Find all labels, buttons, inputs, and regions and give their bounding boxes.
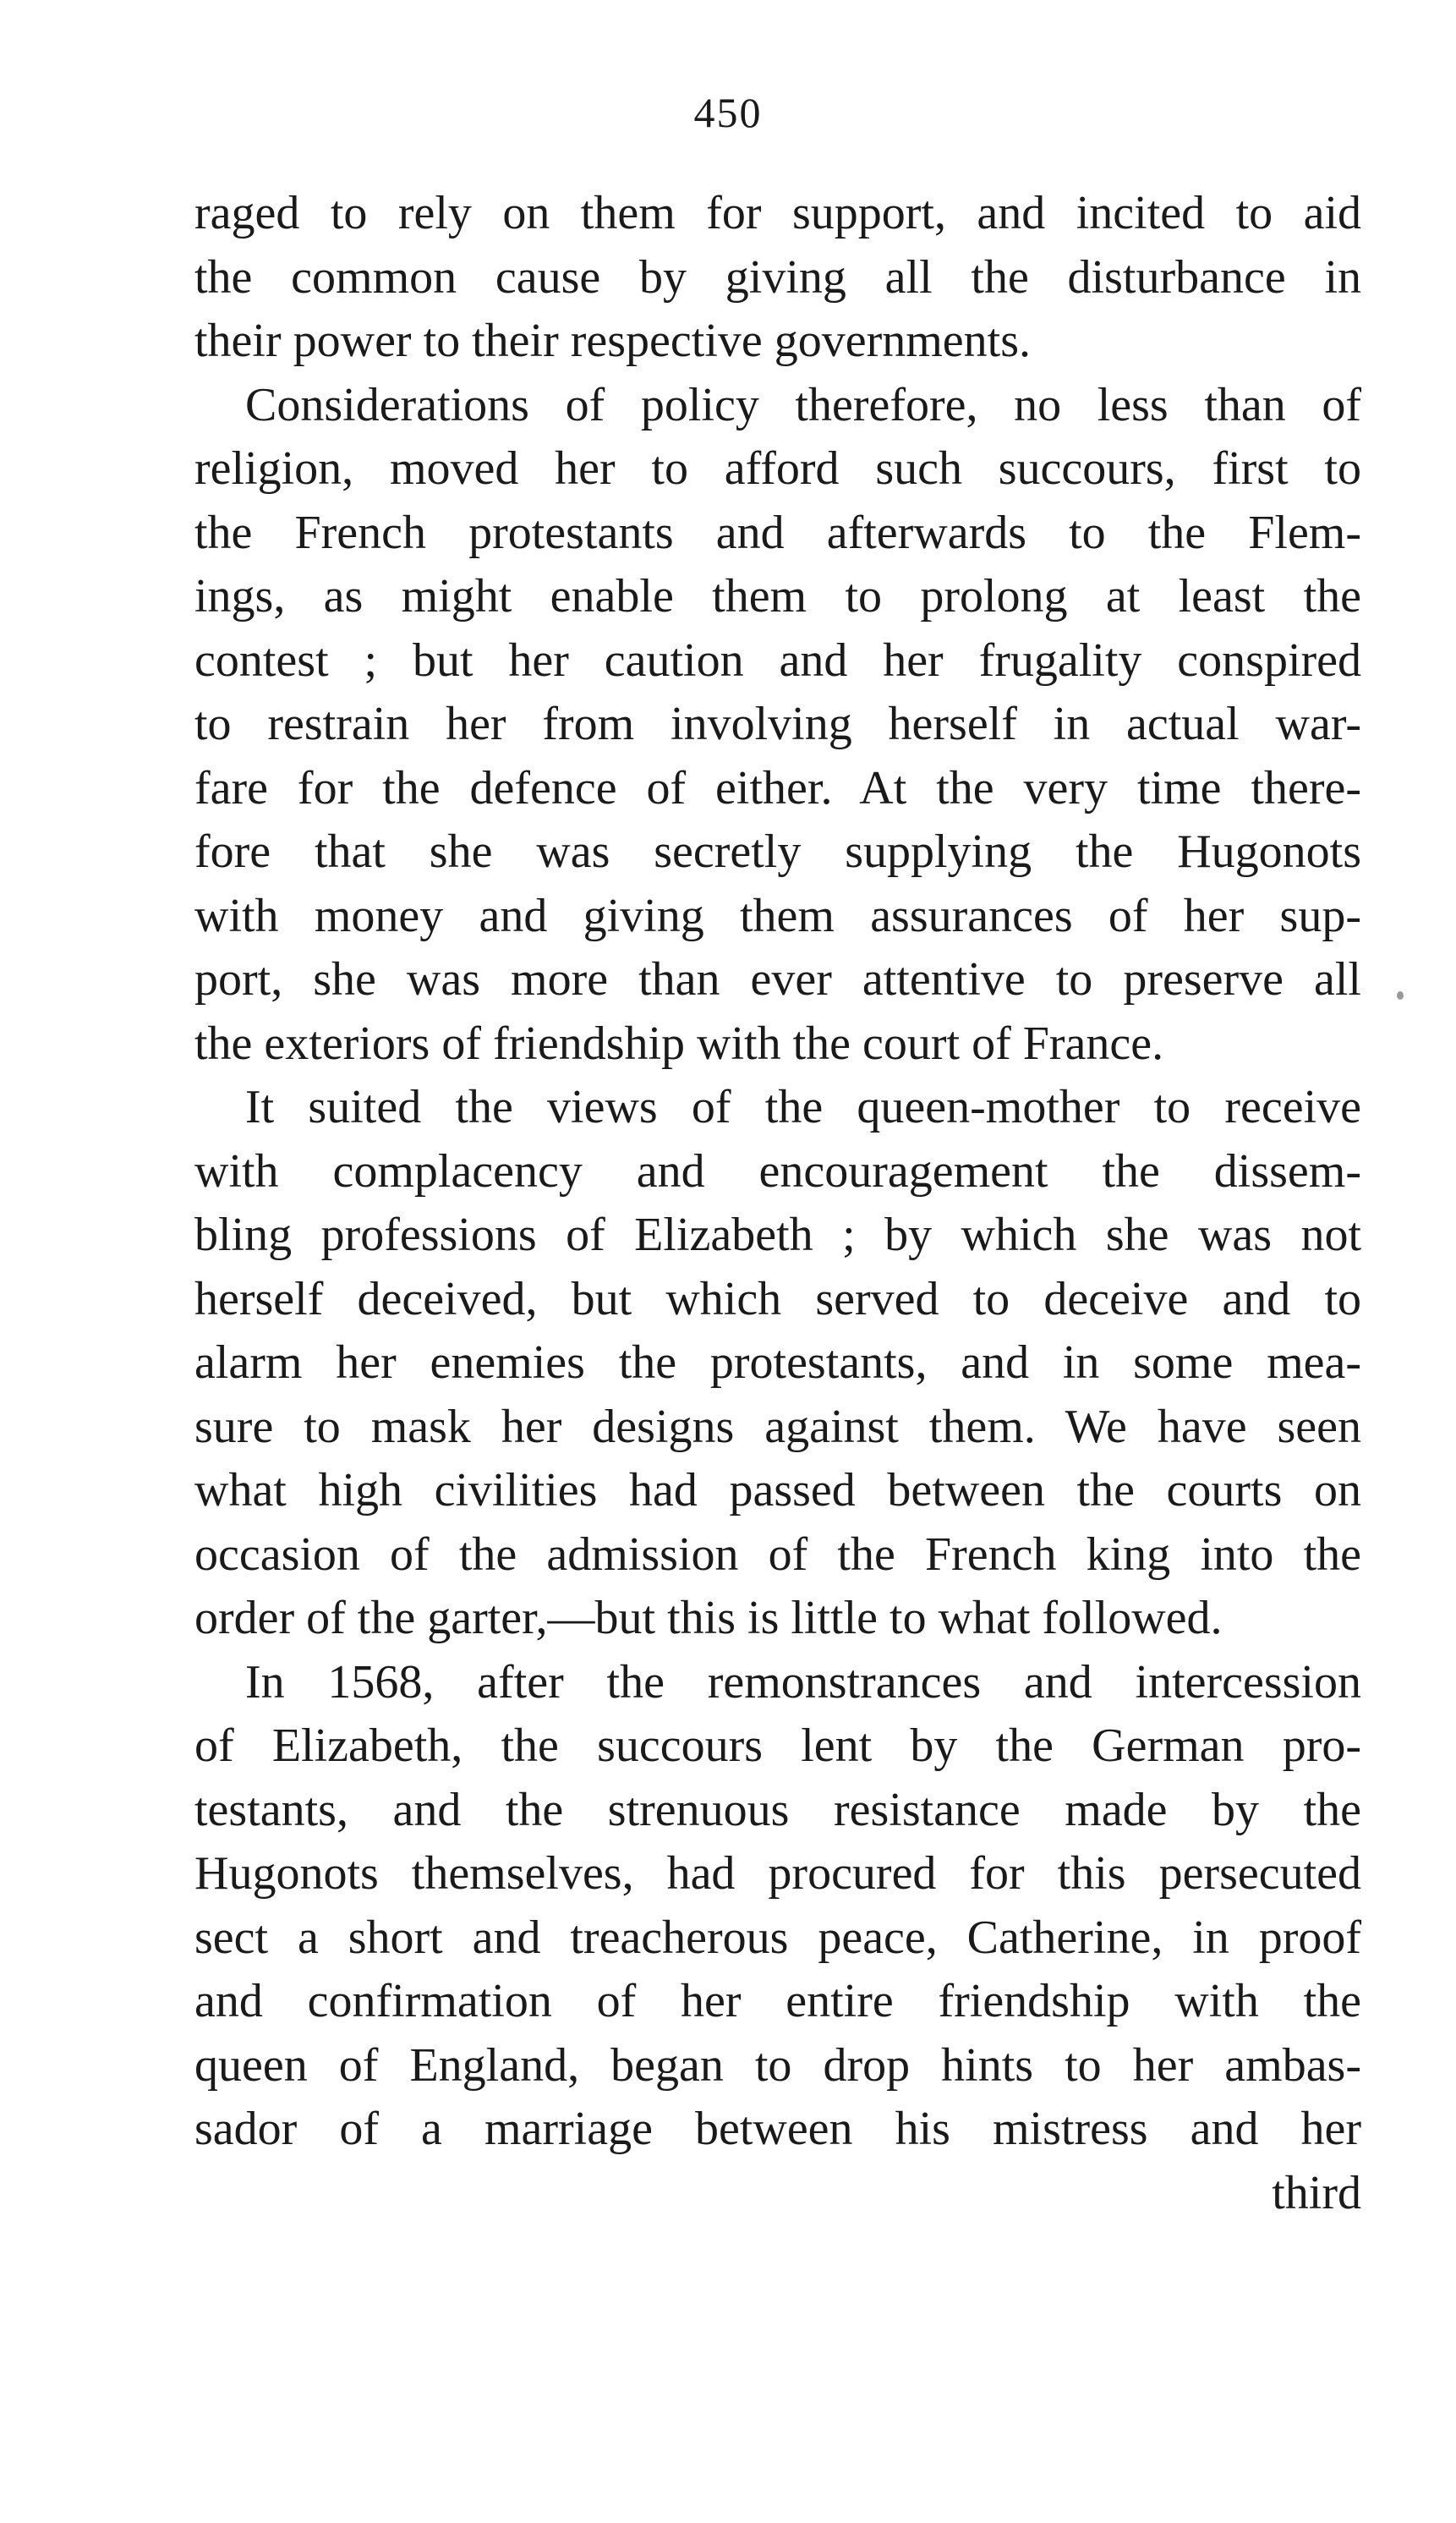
text-line: with complacency and encouragement the dissem- [194,1144,1361,1198]
paragraph-start-line: Considerations of policy therefore, no less than of [245,378,1361,431]
text-line: sador of a marriage between his mistress and her [194,2103,1361,2155]
text-line: order of the garter,—but this is little to what followed. [194,1592,1223,1644]
text-line: bling professions of Elizabeth ; by which she was not [194,1209,1361,1261]
text-line: the common cause by giving all the disturbance in [194,250,1361,304]
text-line: with money and giving them assurances of her sup- [194,889,1361,942]
text-line: contest ; but her caution and her frugality conspired [194,633,1361,687]
text-line: herself deceived, but which served to deceive and to [194,1272,1361,1325]
text-line: ings, as might enable them to prolong at least the [194,570,1361,623]
text-line: sure to mask her designs against them. We have seen [194,1400,1361,1453]
paragraph-start-line: In 1568, after the remonstrances and intercession [245,1655,1361,1709]
text-line: the French protestants and afterwards to the Flem- [194,506,1361,559]
text-line: occasion of the admission of the French king into the [194,1528,1361,1581]
text-line: the exteriors of friendship with the court of France. [194,1017,1164,1070]
text-line: and confirmation of her entire friendship with the [194,1975,1361,2027]
text-line: Hugonots themselves, had procured for this persecuted [194,1847,1361,1900]
text-line: to restrain her from involving herself in actual war- [194,698,1361,750]
text-line: fore that she was secretly supplying the Hugonots [194,825,1361,878]
text-line: sect a short and treacherous peace, Catherine, in proof [194,1911,1361,1964]
text-line: fare for the defence of either. At the very time there- [194,761,1361,814]
text-line: religion, moved her to afford such succours, first to [194,442,1361,495]
text-line: testants, and the strenuous resistance made by the [194,1783,1361,1836]
ink-speck [1397,991,1404,1000]
text-line: alarm her enemies the protestants, and in some mea- [194,1336,1361,1389]
text-line: their power to their respective governments. [194,315,1031,367]
text-line: of Elizabeth, the succours lent by the German pro- [194,1719,1361,1772]
paragraph-start-line: It suited the views of the queen-mother to receive [245,1081,1361,1133]
body-text [194,182,1361,2225]
text-line: queen of England, began to drop hints to her ambas- [194,2038,1361,2092]
page-number: 450 [693,89,763,136]
catchword: third [1272,2166,1361,2219]
text-line: port, she was more than ever attentive to preserve all [194,953,1361,1006]
text-line: raged to rely on them for support, and incited to aid [194,187,1361,239]
text-line: what high civilities had passed between the courts on [194,1464,1361,1517]
